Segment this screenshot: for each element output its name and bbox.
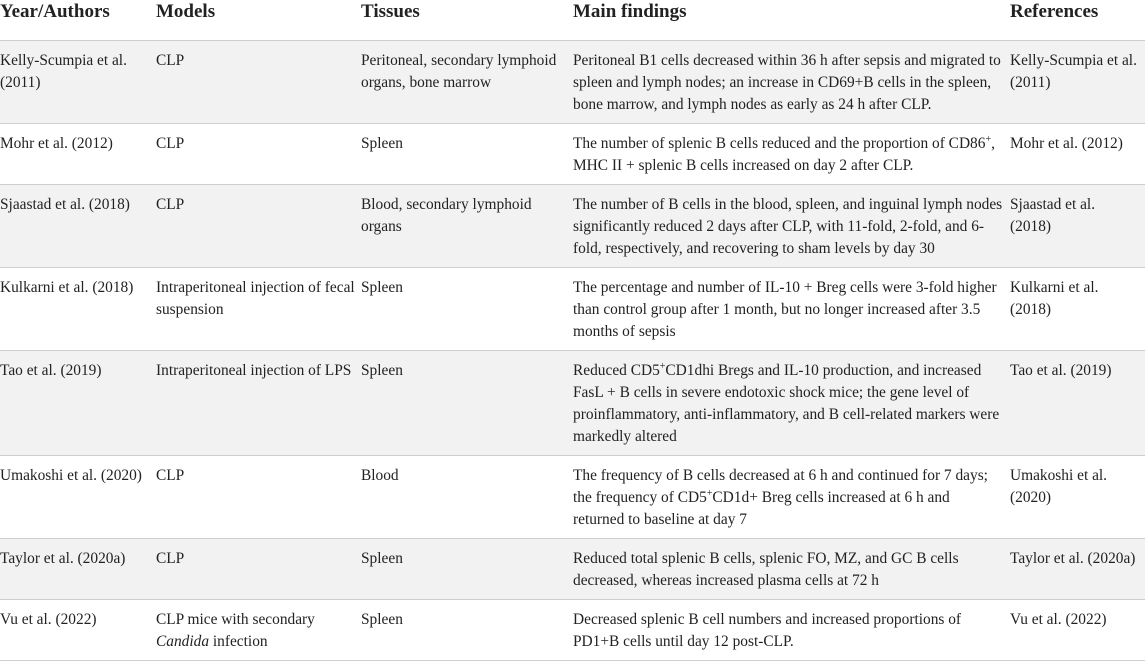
model-cell: CLP (156, 134, 185, 152)
superscript-plus: + (706, 487, 713, 499)
reference-cell: Umakoshi et al. (2020) (1010, 466, 1108, 506)
tissue-cell: Spleen (361, 361, 403, 379)
tissue-cell: Spleen (361, 549, 403, 567)
table-row (0, 455, 1145, 538)
finding-text: The frequency of B cells decreased at 6 h and continued for 7 days; the frequency of CD5 (573, 466, 988, 506)
model-cell: CLP (156, 549, 185, 567)
table-row (0, 350, 1145, 455)
reference-cell: Vu et al. (2022) (1010, 610, 1107, 628)
tissue-cell: Spleen (361, 134, 403, 152)
model-text: infection (209, 632, 268, 650)
model-text: CLP mice with secondary (156, 610, 315, 628)
header-row (0, 0, 1145, 40)
model-organism-name: Candida (156, 632, 210, 650)
tissue-cell: Spleen (361, 278, 403, 296)
tissue-cell: Blood, secondary lymphoid organs (361, 195, 532, 235)
header-tissues: Tissues (361, 0, 573, 32)
author-cell: Vu et al. (2022) (0, 610, 97, 628)
author-cell: Taylor et al. (2020a) (0, 549, 126, 567)
author-cell: Sjaastad et al. (2018) (0, 195, 130, 213)
finding-cell: The percentage and number of IL-10 + Breg cells were 3-fold higher than control group after 1 month, but no longer increased after 3.5 months of sepsis (573, 278, 997, 340)
reference-cell: Kulkarni et al. (2018) (1010, 278, 1099, 318)
reference-cell: Taylor et al. (2020a) (1010, 549, 1136, 567)
tissue-cell: Spleen (361, 610, 403, 628)
finding-cell: Peritoneal B1 cells decreased within 36 h after sepsis and migrated to spleen and lymph nodes; an increase in CD69+B cells in the spleen, bone marrow, and lymph nodes as early as 24 h after CLP. (573, 51, 1001, 113)
header-models: Models (156, 0, 361, 32)
reference-cell: Tao et al. (2019) (1010, 361, 1112, 379)
table-row (0, 184, 1145, 267)
model-cell: Intraperitoneal injection of LPS (156, 361, 352, 379)
author-cell: Mohr et al. (2012) (0, 134, 113, 152)
model-cell: CLP (156, 466, 185, 484)
finding-cell (573, 124, 1004, 184)
finding-text: Reduced CD5 (573, 361, 660, 379)
model-cell (156, 600, 355, 660)
finding-cell (573, 456, 1004, 538)
model-cell: Intraperitoneal injection of fecal suspension (156, 278, 355, 318)
table-row (0, 123, 1145, 184)
tissue-cell: Peritoneal, secondary lymphoid organs, bone marrow (361, 51, 557, 91)
superscript-plus: + (985, 133, 992, 145)
header-references: References (1010, 0, 1145, 32)
reference-cell: Sjaastad et al. (2018) (1010, 195, 1096, 235)
header-main-findings: Main findings (573, 0, 1010, 32)
finding-text: CD1dhi Bregs and IL-10 production, and increased FasL + B cells in severe endotoxic shock mice; the gene level of proinflammatory, anti-inflammatory, and B cell-related markers were markedly altered (573, 361, 1000, 445)
finding-text: CD1d+ Breg cells increased at 6 h and returned to baseline at day 7 (573, 488, 950, 528)
author-cell: Umakoshi et al. (2020) (0, 466, 142, 484)
superscript-plus: + (659, 360, 666, 372)
reference-cell: Mohr et al. (2012) (1010, 134, 1123, 152)
finding-text: , MHC II + splenic B cells increased on day 2 after CLP. (573, 134, 995, 174)
author-cell: Tao et al. (2019) (0, 361, 102, 379)
author-cell: Kelly-Scumpia et al. (2011) (0, 51, 127, 91)
header-year-authors: Year/Authors (0, 0, 156, 32)
tissue-cell: Blood (361, 466, 399, 484)
author-cell: Kulkarni et al. (2018) (0, 278, 134, 296)
table-row (0, 267, 1145, 350)
reference-cell: Kelly-Scumpia et al. (2011) (1010, 51, 1137, 91)
finding-text: The number of splenic B cells reduced and the proportion of CD86 (573, 134, 986, 152)
finding-cell: The number of B cells in the blood, spleen, and inguinal lymph nodes significantly reduced 2 days after CLP, with 11-fold, 2-fold, and 6-fold, respectively, and recovering to sham levels by day 30 (573, 195, 1003, 257)
finding-cell: Decreased splenic B cell numbers and increased proportions of PD1+B cells until day 12 post-CLP. (573, 610, 962, 650)
finding-cell: Reduced total splenic B cells, splenic FO, MZ, and GC B cells decreased, whereas increased plasma cells at 72 h (573, 549, 959, 589)
table-row (0, 599, 1145, 660)
model-cell: CLP (156, 195, 185, 213)
table-row (0, 538, 1145, 599)
finding-cell (573, 351, 1004, 455)
model-cell: CLP (156, 51, 185, 69)
table-row (0, 40, 1145, 123)
